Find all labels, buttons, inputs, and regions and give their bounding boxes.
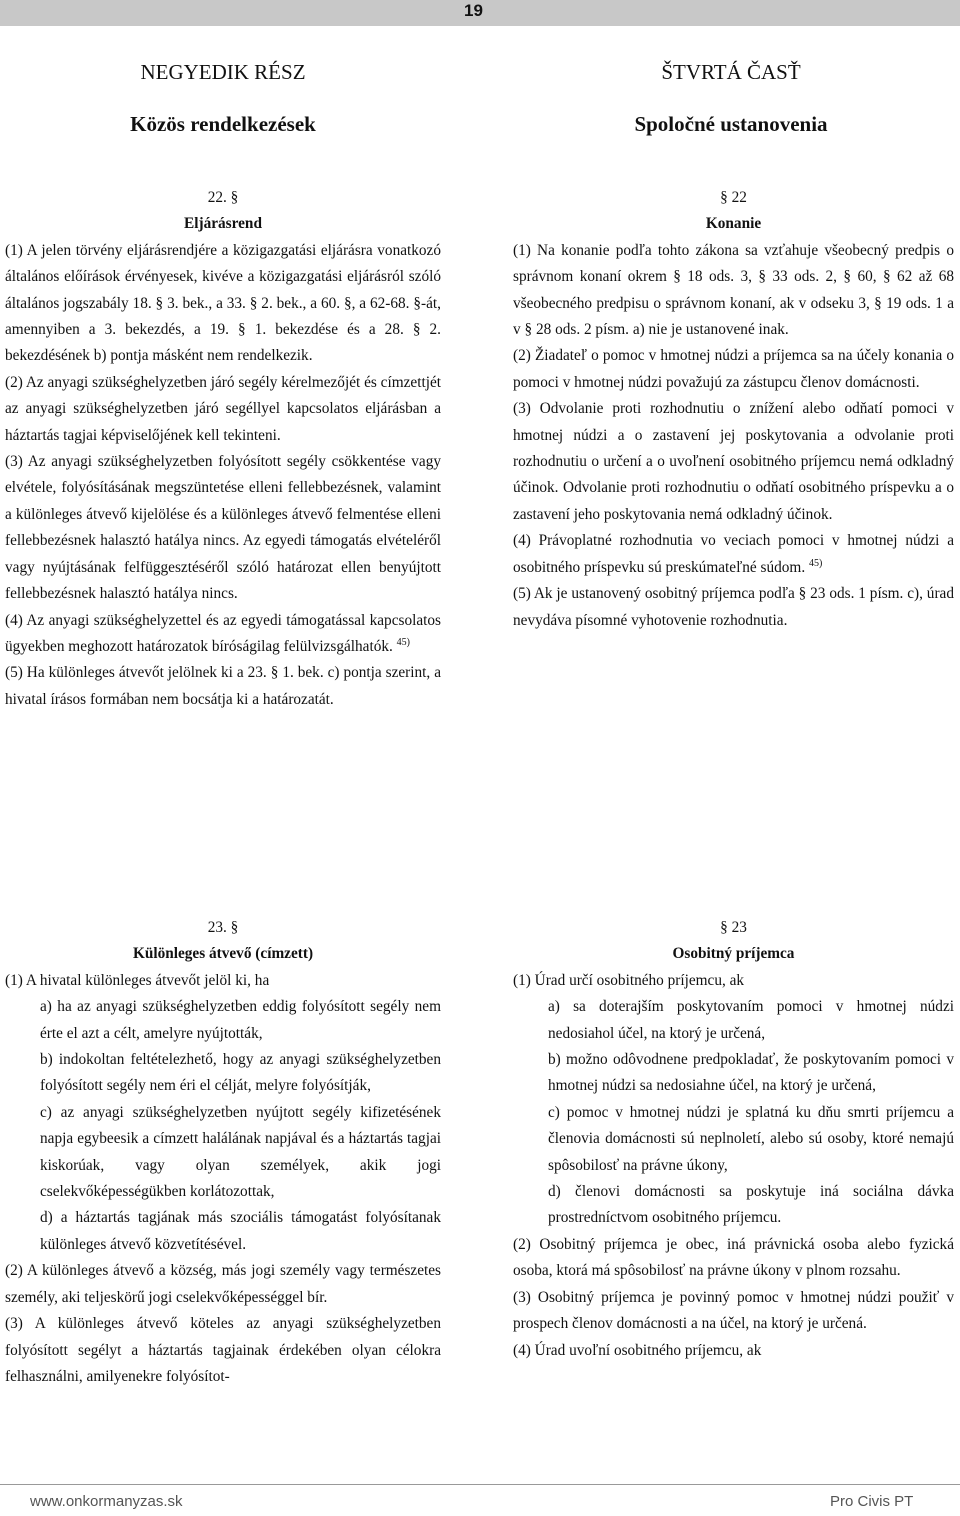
sk-s22-paragraph-4-text: (4) Právoplatné rozhodnutia vo veciach pomoci v hmotnej núdzi a osobitného príspevku sú preskúmateľné súdom. [513, 532, 954, 576]
footnote-ref: 45) [808, 557, 823, 569]
footer-divider [0, 1484, 960, 1485]
sk-s23-item-d: d) členovi domácnosti sa poskytuje iná sociálna dávka prostredníctvom osobitného príjemcu. [548, 1183, 954, 1227]
sk-s23-item-b: b) možno odôvodnene predpokladať, že poskytovaním pomoci v hmotnej núdzi sa nedosiahne účel, na ktorý je určená, [548, 1051, 954, 1095]
sk-section-22 [513, 185, 954, 634]
hu-s22-paragraph-5: (5) Ha különleges átvevőt jelölnek ki a 23. § 1. bek. c) pontja szerint, a hivatal írásos formában nem bocsátja ki a határozatát. [5, 664, 441, 708]
hu-s22-paragraph-3: (3) Az anyagi szükséghelyzetben folyósított segély csökkentése vagy elvétele, folyósításának megszüntetése elleni fellebbezésnek, valamint a különleges átvevő kijelölése és a különleges átvevő felmentése elleni fellebbezésnek halasztó hatálya nincs. Az egyedi támogatás elvételéről vagy nyújtásának felfüggesztéséről szóló határozat ellen benyújtott fellebbezésnek halasztó hatálya nincs. [5, 453, 441, 603]
sk-s23-number: § 23 [720, 919, 747, 936]
sk-part-subtitle: Spoločné ustanovenia [634, 112, 828, 136]
sk-s22-paragraph-4 [513, 528, 954, 581]
hu-s23-paragraph-1: (1) A hivatal különleges átvevőt jelöl ki, ha [5, 971, 270, 989]
hu-s23-paragraph-2: (2) A különleges átvevő a község, más jogi személy vagy természetes személy, aki teljeskörű jogi cselekvőképességgel bír. [5, 1262, 441, 1306]
hu-s22-title: Eljárásrend [184, 215, 262, 233]
footer-website: www.onkormanyzas.sk [30, 1493, 183, 1510]
hu-s22-paragraph-4-text: (4) Az anyagi szükséghelyzettel és az egyedi támogatással kapcsolatos ügyekben meghozott határozatok bíróságilag felülvizsgálhatók. [5, 611, 441, 655]
footnote-ref: 45) [396, 636, 410, 648]
hu-s23-number: 23. § [207, 919, 239, 936]
sk-s23-paragraph-2: (2) Osobitný príjemca je obec, iná právnická osoba alebo fyzická osoba, ktorá má spôsobilosť na právne úkony v plnom rozsahu. [513, 1235, 954, 1280]
hu-s23-item-b: b) indokoltan feltételezhető, hogy az anyagi szükséghelyzetben folyósított segély nem éri el célját, melyre folyósítják, [40, 1051, 441, 1095]
footer-publisher: Pro Civis PT [830, 1493, 914, 1510]
hu-s23-item-a: a) ha az anyagi szükséghelyzetben eddig folyósított segély nem érte el azt a célt, amelyre nyújtották, [40, 998, 441, 1042]
sk-part-title: ŠTVRTÁ ČASŤ [661, 60, 801, 84]
page-header-bar [0, 0, 960, 26]
sk-s23-paragraph-4: (4) Úrad uvoľní osobitného príjemcu, ak [513, 1341, 762, 1359]
sk-s22-number: § 22 [720, 189, 747, 206]
sk-s23-paragraph-1: (1) Úrad určí osobitného príjemcu, ak [513, 971, 745, 989]
sk-s22-paragraph-3: (3) Odvolanie proti rozhodnutiu o znížení alebo odňatí pomoci v hmotnej núdzi a o zastavení jej poskytovania a odvolanie proti rozhodnutiu o určení a o uvoľnení osobitného príjemcu nemá odkladný účinok. Odvolanie proti rozhodnutiu o odňatí osobitného príspevku a o zastavení jeho poskytovania nemá odkladný účinok. [513, 400, 954, 523]
sk-s23-paragraph-3: (3) Osobitný príjemca je povinný pomoc v hmotnej núdzi použiť v prospech členov domácnosti a na účel, na ktorý je určená. [513, 1288, 954, 1333]
hu-part-title: NEGYEDIK RÉSZ [140, 60, 306, 84]
sk-s22-paragraph-2: (2) Žiadateľ o pomoc v hmotnej núdzi a príjemca sa na účely konania o pomoci v hmotnej núdzi považujú za zástupcu členov domácnosti. [513, 347, 954, 391]
hu-s22-paragraph-4 [5, 608, 441, 661]
sk-s23-item-c: c) pomoc v hmotnej núdzi je splatná ku dňu smrti príjemcu a členovia domácnosti sú neplnoletí, alebo sú osoby, ktoré nemajú spôsobilosť na právne úkony, [548, 1103, 954, 1174]
hu-s23-item-d: d) a háztartás tagjának más szociális támogatást folyósítanak különleges átvevő közvetítésével. [40, 1209, 441, 1253]
hu-s22-paragraph-1: (1) A jelen törvény eljárásrendjére a közigazgatási eljárásra vonatkozó általános előírások érvényesek, kivéve a közigazgatási eljárásról szóló általános jogszabály 18. § 3. bek., a 33. § 2. bek., a 60. §, a 62-68. §-át, amennyiben a 3. bekezdés, a 19. § 1. bekezdése és a 28. § 2. bekezdésének b) pontja másként nem rendelkezik. [5, 241, 441, 365]
sk-s22-title: Konanie [705, 215, 762, 233]
hu-part-subtitle: Közös rendelkezések [130, 112, 316, 136]
hu-s23-title: Különleges átvevő (címzett) [132, 945, 314, 963]
hu-section-22 [5, 185, 441, 713]
hu-section-23 [5, 915, 441, 1390]
hu-s23-paragraph-3: (3) A különleges átvevő köteles az anyagi szükséghelyzetben folyósított segélyt a háztartás tagjainak érdekében olyan célokra felhasználni, amilyenekre folyósítot- [5, 1315, 441, 1385]
sk-s22-paragraph-5: (5) Ak je ustanovený osobitný príjemca podľa § 23 ods. 1 písm. c), úrad nevydáva písomné vyhotovenie rozhodnutia. [513, 585, 954, 629]
hu-s22-paragraph-2: (2) Az anyagi szükséghelyzetben járó segély kérelmezőjét és címzettjét az anyagi szükséghelyzetben járó segéllyel kapcsolatos eljárásban a háztartás tagjai képviselőjének kell tekinteni. [5, 373, 441, 444]
sk-s23-item-a: a) sa doterajším poskytovaním pomoci v hmotnej núdzi nedosiahol účel, na ktorý je určená, [548, 998, 954, 1042]
sk-s23-title: Osobitný príjemca [672, 945, 795, 963]
sk-s22-paragraph-1: (1) Na konanie podľa tohto zákona sa vzťahuje všeobecný predpis o správnom konaní okrem § 18 ods. 3, § 33 ods. 2, § 60, § 62 až 68 všeobecného predpisu o správnom konaní, ak v odseku 3, § 19 ods. 1 a v § 28 ods. 2 písm. a) nie je ustanovené inak. [513, 241, 954, 339]
hu-s23-item-c: c) az anyagi szükséghelyzetben nyújtott segély kifizetésének napja egybeesik a címzett halálának napjával és a háztartás tagjai kiskorúak, vagy olyan személyek, akik jogi cselekvőképességükben korlátozottak, [40, 1103, 441, 1201]
sk-section-23 [513, 915, 954, 1364]
page-number: 19 [464, 1, 483, 20]
hu-s22-number: 22. § [207, 189, 239, 206]
